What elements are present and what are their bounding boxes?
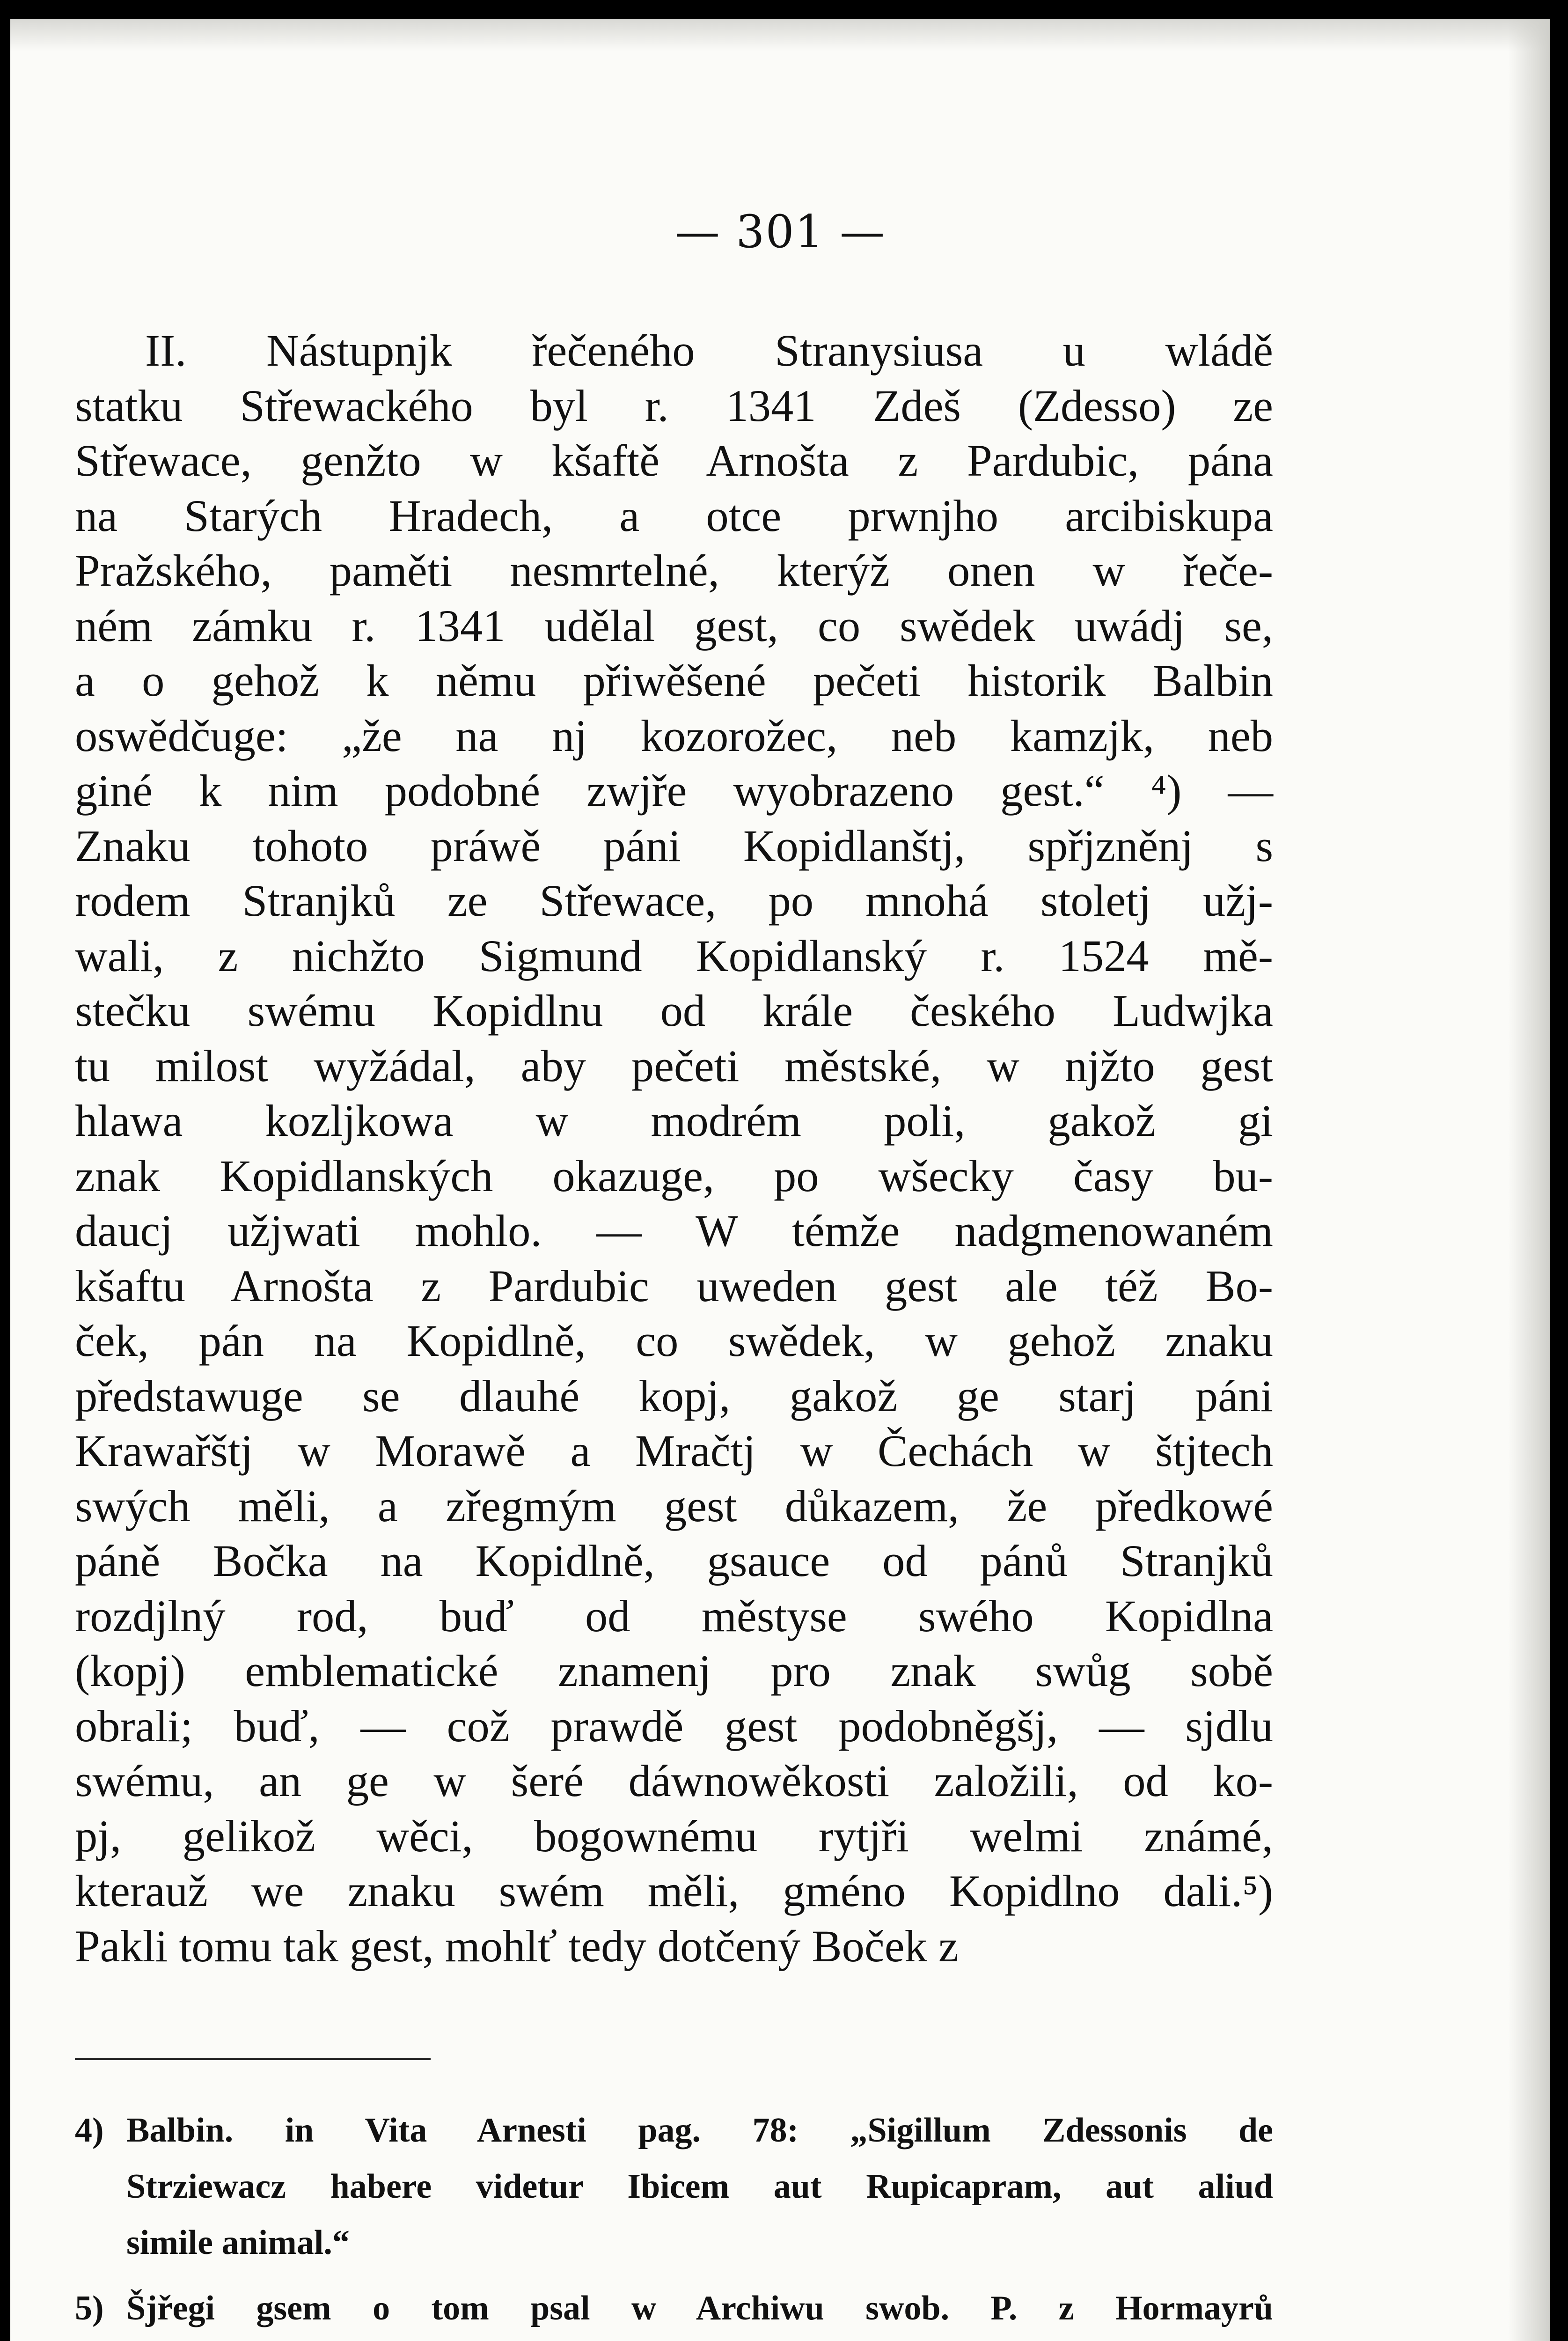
text-line: daucj užjwati mohlo. — W témže nadgmenowaném [75,1206,1273,1256]
page-edge-shadow-top [10,19,1550,52]
text-line: swých měli, a zřegmým gest důkazem, že předkowé [75,1480,1273,1531]
text-line: statku Střewackého byl r. 1341 Zdeš (Zdesso) ze [75,380,1273,431]
text-line: Krawařštj w Morawě a Mračtj w Čechách w štjtech [75,1426,1273,1476]
text-line: a o gehož k němu přiwěšené pečeti historik Balbin [75,655,1273,706]
footnote [75,2280,1273,2341]
page-edge-shadow-right [1508,19,1550,2341]
footnote-rule [75,2058,431,2060]
text-line: giné k nim podobné zwjře wyobrazeno gest.“ ⁴) — [75,766,1273,816]
book-page [10,19,1550,2341]
text-line: II. Nástupnjk řečeného Stranysiusa u wládě [145,325,1273,375]
text-line: kterauž we znaku swém měli, gméno Kopidlno dali.⁵) [75,1866,1273,1916]
text-line: páně Bočka na Kopidlně, gsauce od pánů Stranjků [75,1536,1273,1586]
footnote-line: Šjřegi gsem o tom psal w Archiwu swob. P. z Hormayrů [126,2289,1273,2327]
footnote-line: Balbin. in Vita Arnesti pag. 78: „Sigillum Zdessonis de [126,2111,1273,2150]
text-line: ném zámku r. 1341 udělal gest, co swědek uwádj se, [75,600,1273,651]
text-line: na Starých Hradech, a otce prwnjho arcibiskupa [75,490,1273,541]
page-number: — 301 — [674,206,886,258]
text-line: ček, pán na Kopidlně, co swědek, w gehož znaku [75,1316,1273,1366]
text-line: znak Kopidlanských okazuge, po wšecky časy bu- [75,1150,1273,1201]
text-line: wali, z nichžto Sigmund Kopidlanský r. 1524 mě- [75,930,1273,981]
text-line: obrali; buď, — což prawdě gest podobněgšj, — sjdlu [75,1701,1273,1751]
text-line: swému, an ge w šeré dáwnowěkosti založili, od ko- [75,1756,1273,1806]
text-line: Střewace, genžto w kšaftě Arnošta z Pardubic, pána [75,435,1273,486]
text-line: oswědčuge: „že na nj kozorožec, neb kamzjk, neb [75,710,1273,761]
text-line: předstawuge se dlauhé kopj, gakož ge starj páni [75,1370,1273,1421]
footnotes [75,2102,1273,2341]
text-line: kšaftu Arnošta z Pardubic uweden gest ale též Bo- [75,1260,1273,1311]
text-line: tu milost wyžádal, aby pečeti městské, w njžto gest [75,1040,1273,1091]
text-line: Pražského, paměti nesmrtelné, kterýž onen w řeče- [75,545,1273,596]
text-line: (kopj) emblematické znamenj pro znak swůg sobě [75,1646,1273,1696]
text-line: stečku swému Kopidlnu od krále českého Ludwjka [75,986,1273,1036]
footnote-line: Strziewacz habere videtur Ibicem aut Rupicapram, aut aliud [126,2167,1273,2206]
text-line: hlawa kozljkowa w modrém poli, gakož gi [75,1096,1273,1146]
footnote [75,2102,1273,2271]
footnote-line: simile animal.“ [126,2223,350,2262]
footnote-line [75,2336,1273,2341]
text-line: Pakli tomu tak gest, mohlť tedy dotčený Boček z [75,1921,959,1971]
footnote-marker: 5) [75,2289,104,2327]
text-line: Znaku tohoto práwě páni Kopidlanštj, spřjzněnj s [75,820,1273,871]
text-line: rozdjlný rod, buď od městyse swého Kopidlna [75,1590,1273,1641]
text-line: rodem Stranjků ze Střewace, po mnohá stoletj užj- [75,876,1273,926]
footnote-marker: 4) [75,2111,104,2150]
main-text [75,323,1273,1973]
text-line: pj, gelikož wěci, bogownému rytjři welmi známé, [75,1811,1273,1861]
